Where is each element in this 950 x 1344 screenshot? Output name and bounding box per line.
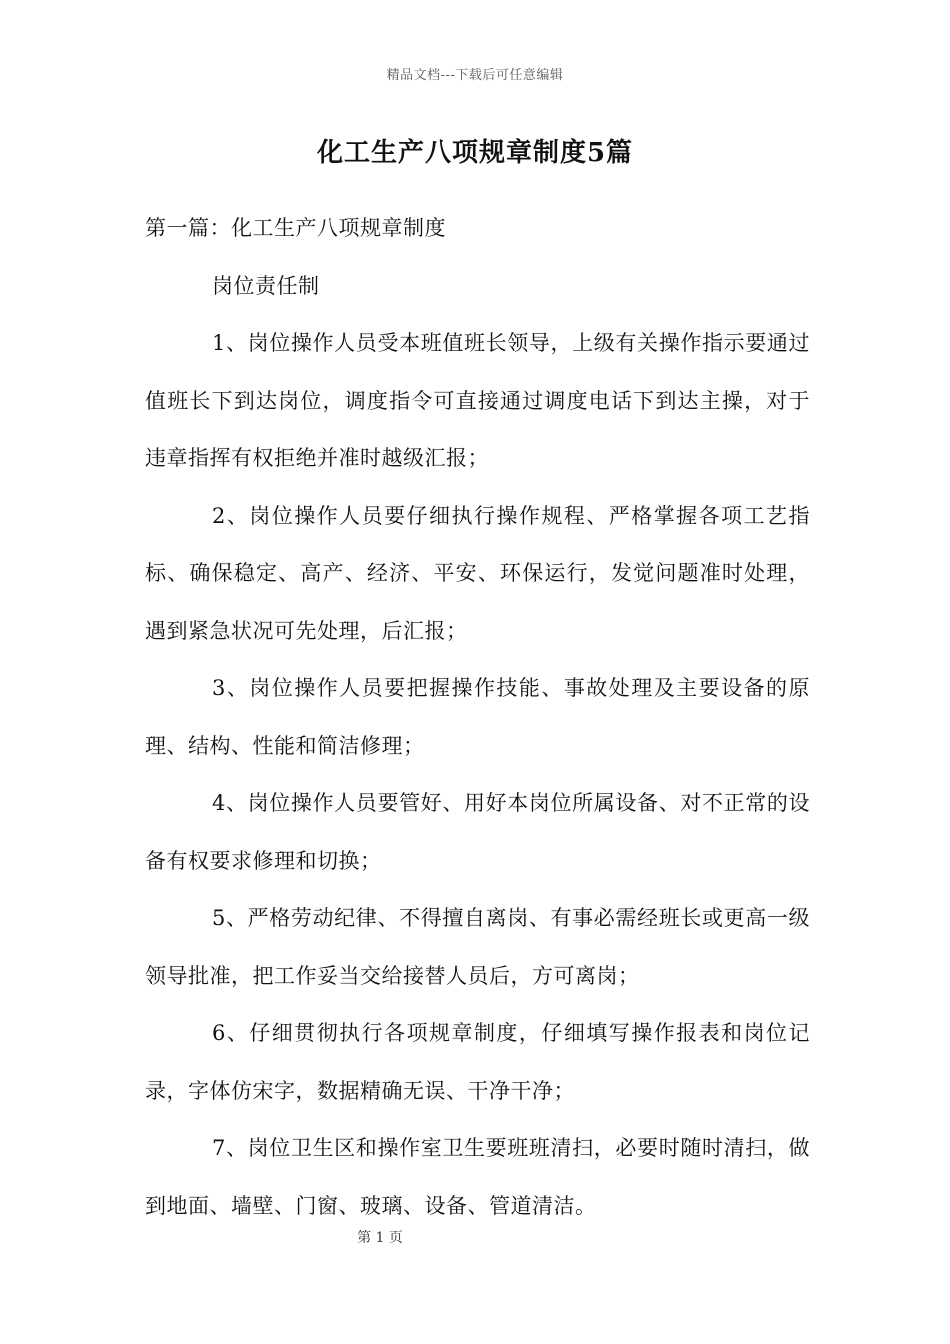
- list-item: 3、岗位操作人员要把握操作技能、事故处理及主要设备的原理、结构、性能和简洁修理；: [145, 676, 810, 758]
- document-body: [145, 200, 810, 1235]
- document-title: 化工生产八项规章制度5篇: [316, 138, 634, 168]
- list-item: 7、岗位卫生区和操作室卫生要班班清扫，必要时随时清扫，做到地面、墙壁、门窗、玻璃、设备、管道清洁。: [145, 1136, 810, 1218]
- page-number: 第 1 页: [357, 1230, 403, 1246]
- section-heading: 第一篇：化工生产八项规章制度: [145, 216, 446, 240]
- page-header: 精品文档---下载后可任意编辑: [386, 68, 564, 83]
- list-item: 1、岗位操作人员受本班值班长领导，上级有关操作指示要通过值班长下到达岗位，调度指令可直接通过调度电话下到达主操，对于违章指挥有权拒绝并准时越级汇报；: [145, 331, 810, 470]
- list-item: 5、严格劳动纪律、不得擅自离岗、有事必需经班长或更高一级领导批准，把工作妥当交给接替人员后，方可离岗；: [145, 906, 810, 988]
- list-item: 6、仔细贯彻执行各项规章制度，仔细填写操作报表和岗位记录，字体仿宋字，数据精确无误、干净干净；: [145, 1021, 810, 1103]
- list-item: 2、岗位操作人员要仔细执行操作规程、严格掌握各项工艺指标、确保稳定、高产、经济、平安、环保运行，发觉问题准时处理，遇到紧急状况可先处理，后汇报；: [145, 503, 810, 643]
- list-item: 4、岗位操作人员要管好、用好本岗位所属设备、对不正常的设备有权要求修理和切换；: [145, 791, 810, 873]
- subsection-heading: 岗位责任制: [212, 273, 320, 298]
